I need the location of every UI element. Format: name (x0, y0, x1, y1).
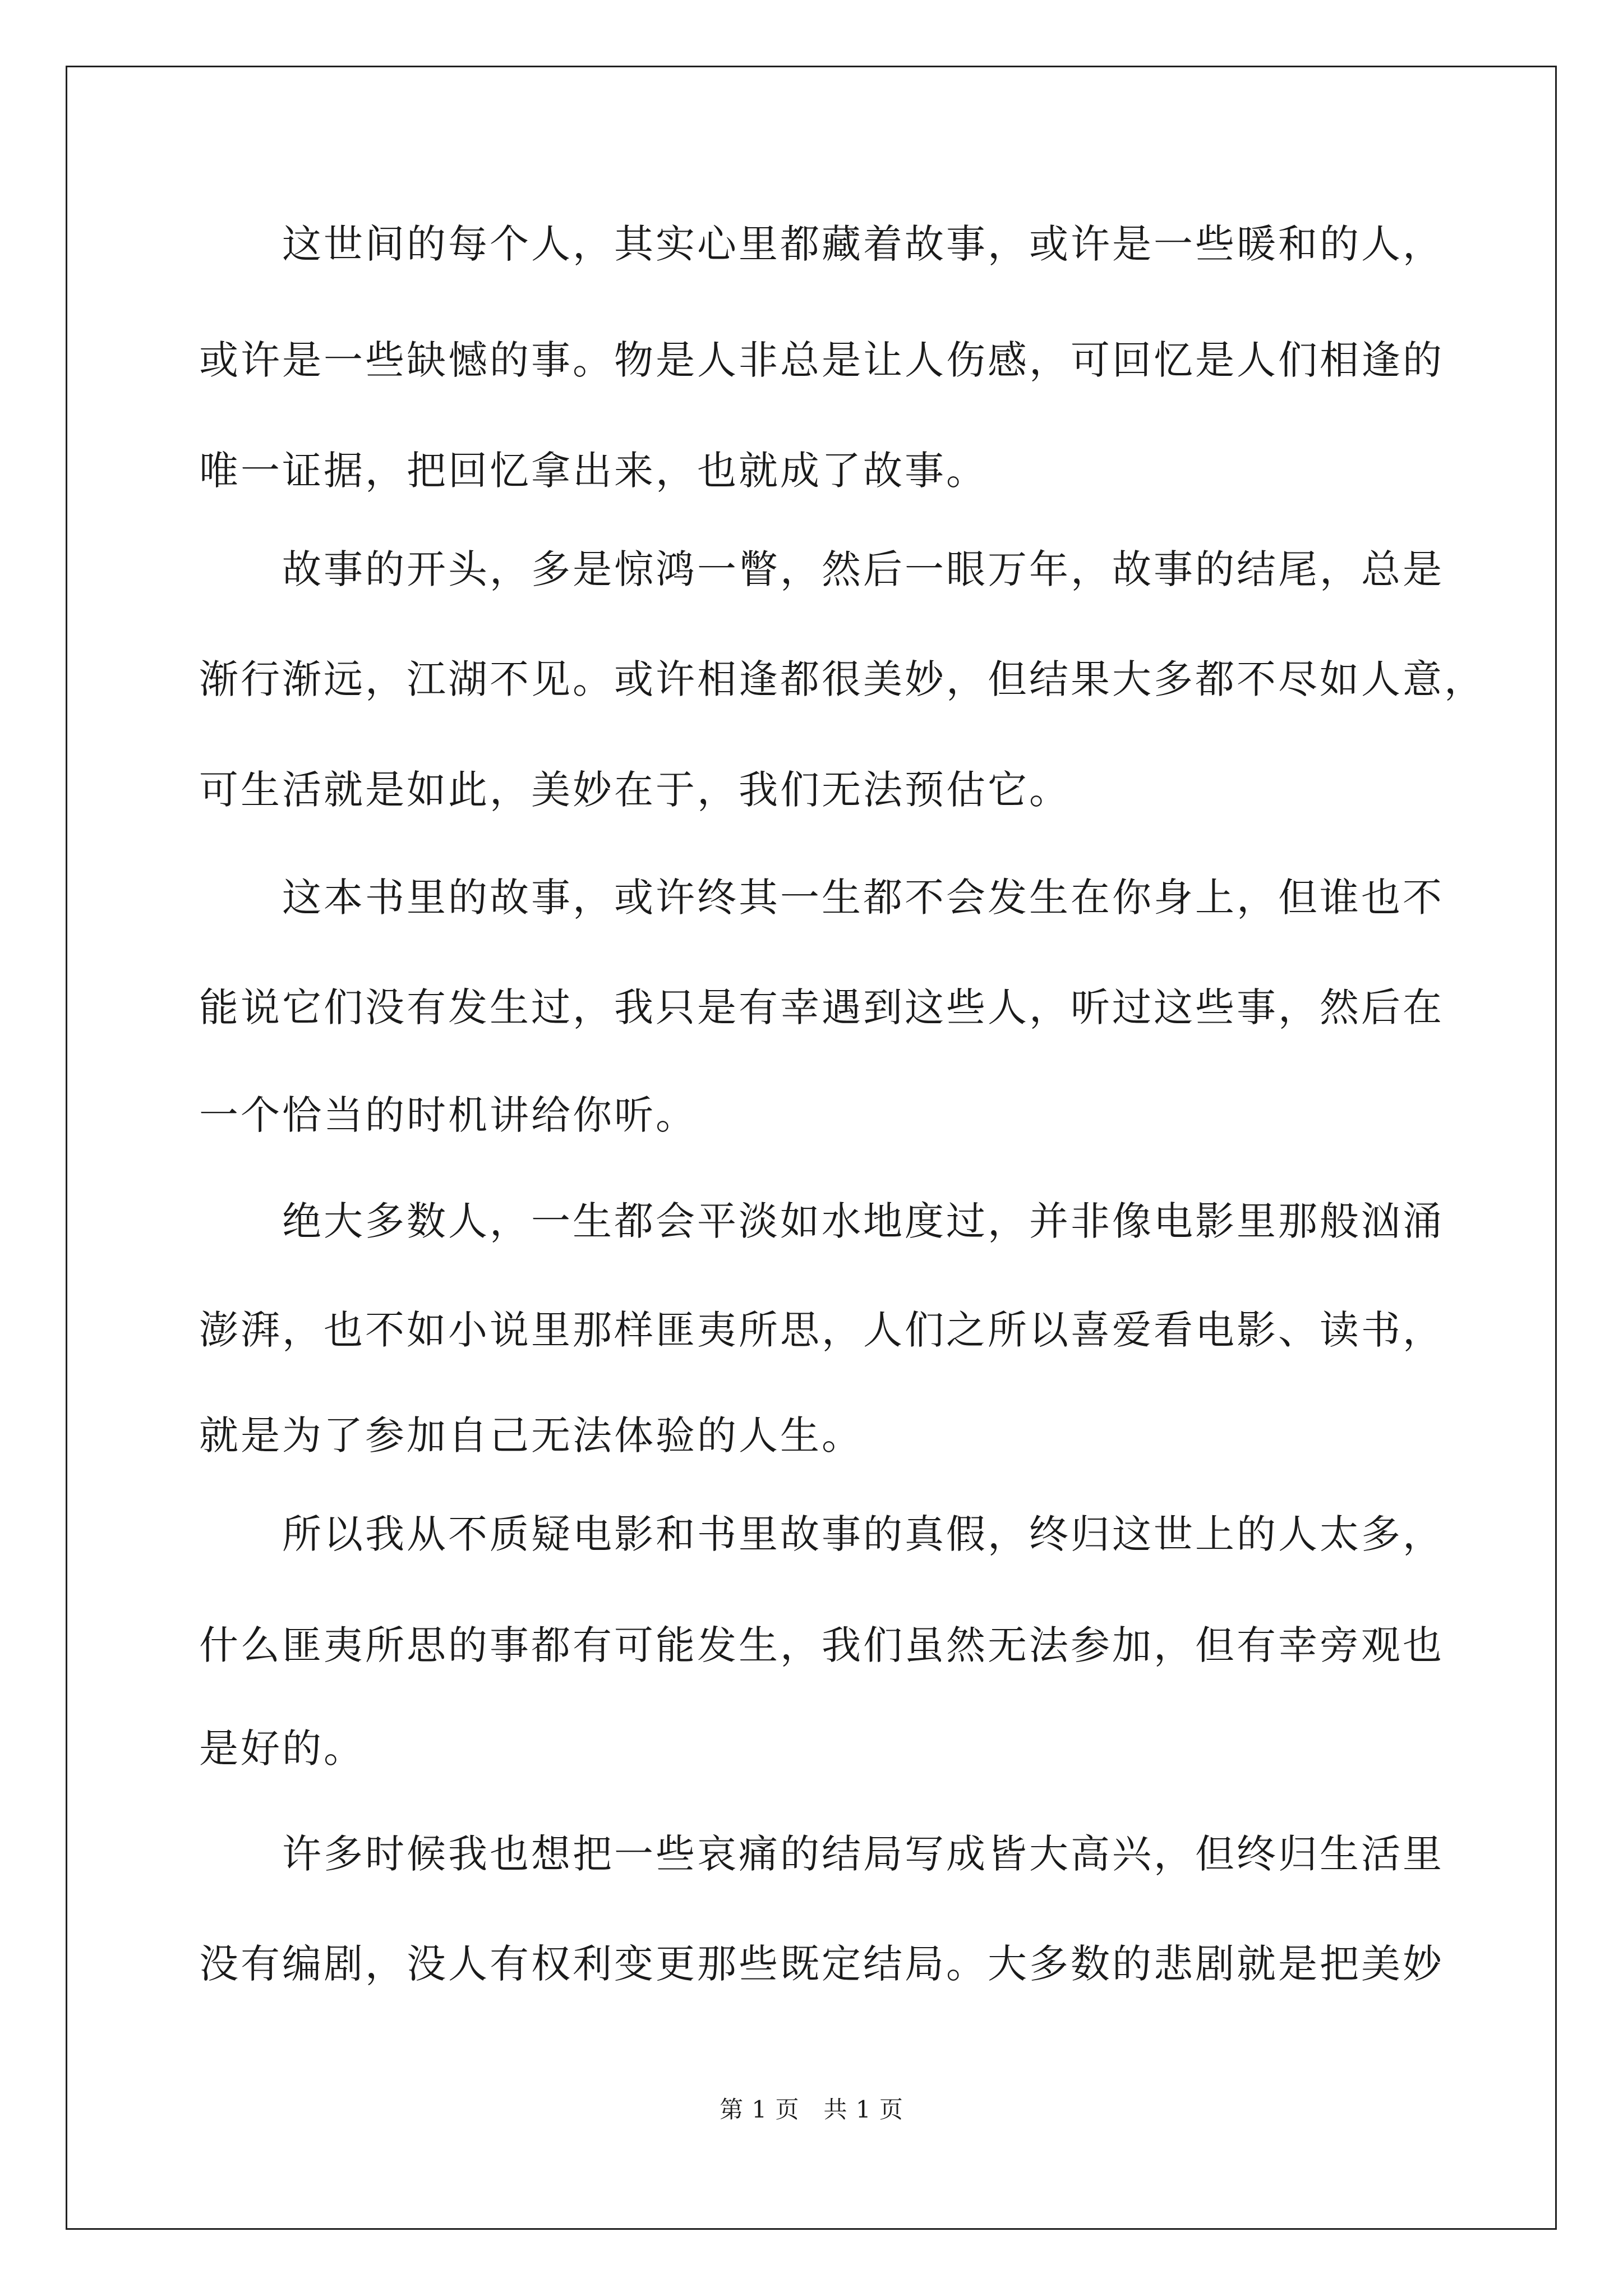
text-line: 没有编剧，没人有权利变更那些既定结局。大多数的悲剧就是把美妙 (199, 1941, 1444, 1987)
page-number-footer: 第 1 页 共 1 页 (720, 2096, 903, 2123)
text-line: 这世间的每个人，其实心里都藏着故事，或许是一些暖和的人， (199, 221, 1444, 267)
text-line: 许多时候我也想把一些哀痛的结局写成皆大高兴，但终归生活里 (199, 1831, 1444, 1877)
text-line: 或许是一些缺憾的事。物是人非总是让人伤感，可回忆是人们相逢的 (199, 337, 1444, 383)
text-line: 故事的开头，多是惊鸿一瞥，然后一眼万年，故事的结尾，总是 (199, 546, 1444, 592)
text-line: 澎湃，也不如小说里那样匪夷所思，人们之所以喜爱看电影、读书， (199, 1307, 1444, 1353)
text-line: 可生活就是如此，美妙在于，我们无法预估它。 (199, 767, 1071, 813)
text-line: 一个恰当的时机讲给你听。 (199, 1092, 697, 1138)
text-line: 绝大多数人，一生都会平淡如水地度过，并非像电影里那般汹涌 (199, 1198, 1444, 1244)
text-line: 所以我从不质疑电影和书里故事的真假，终归这世上的人太多， (199, 1511, 1444, 1557)
text-line: 什么匪夷所思的事都有可能发生，我们虽然无法参加，但有幸旁观也 (199, 1622, 1444, 1668)
text-line: 就是为了参加自己无法体验的人生。 (199, 1412, 863, 1458)
text-line: 唯一证据，把回忆拿出来，也就成了故事。 (199, 448, 988, 494)
text-line: 这本书里的故事，或许终其一生都不会发生在你身上，但谁也不 (199, 875, 1444, 921)
text-line: 渐行渐远，江湖不见。或许相逢都很美妙，但结果大多都不尽如人意， (199, 656, 1486, 702)
page-border (66, 66, 1557, 2230)
text-line: 能说它们没有发生过，我只是有幸遇到这些人，听过这些事，然后在 (199, 984, 1444, 1030)
text-line: 是好的。 (199, 1726, 365, 1772)
